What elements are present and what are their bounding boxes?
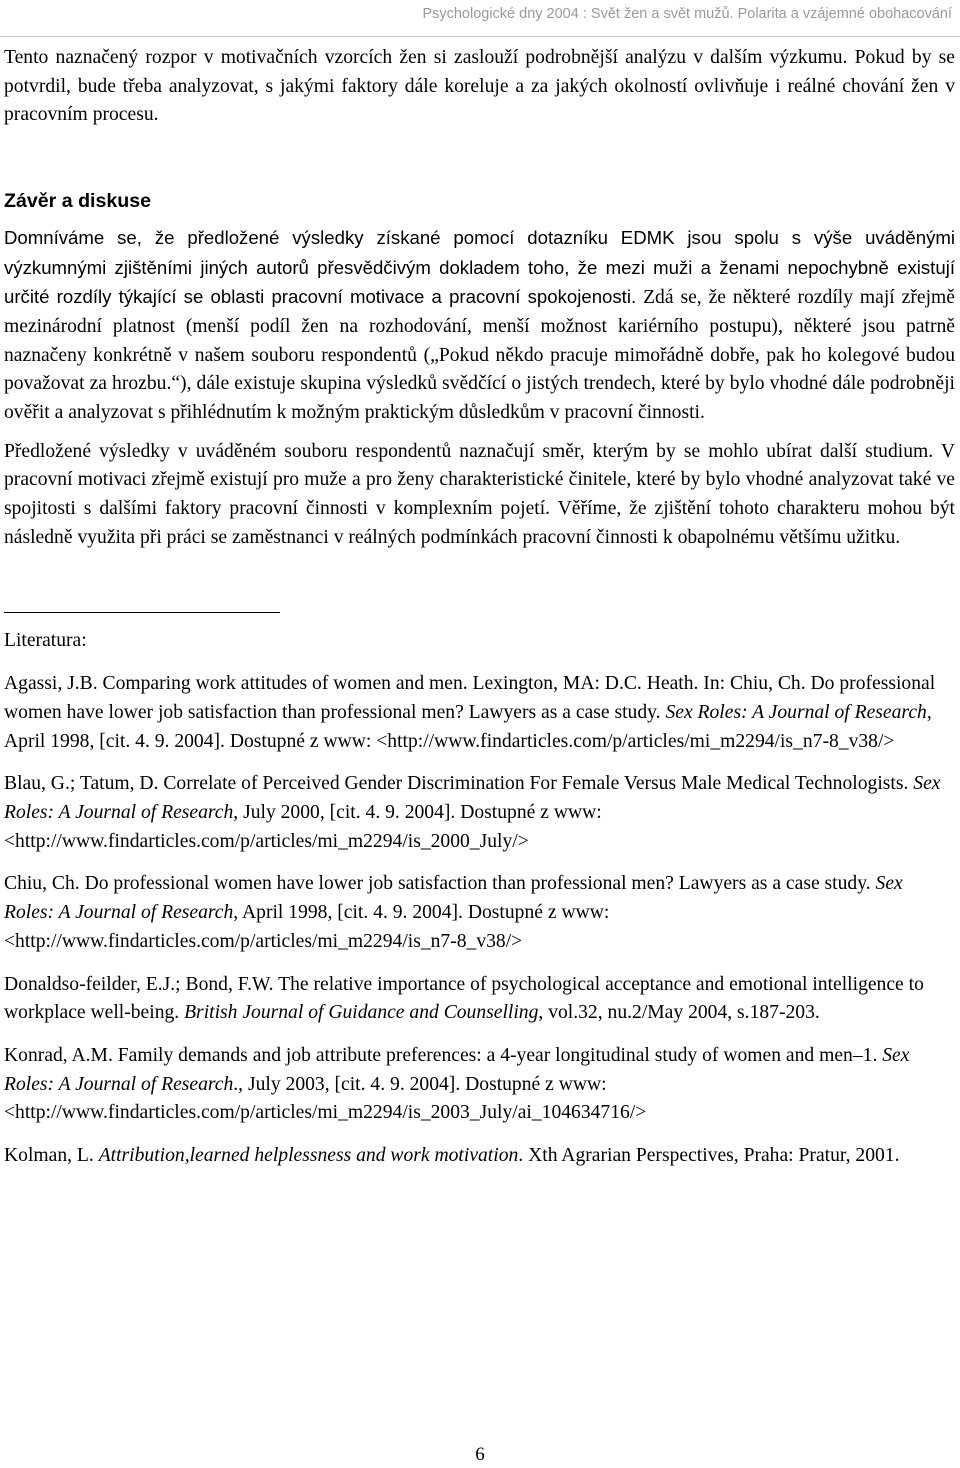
reference-text: Konrad, A.M. Family demands and job attribute preferences: a 4-year longitudinal study of women and men–1. <box>4 1044 883 1066</box>
reference-text: , April 1998, [cit. 4. 9. 2004]. Dostupné z www: <http://www.findarticles.com/p/articles/mi_m2294/is_n7-8_v38/> <box>4 701 932 752</box>
running-header <box>0 0 960 28</box>
reference-item <box>4 1042 955 1128</box>
reference-journal: Sex Roles: A Journal of Research <box>4 1044 910 1095</box>
reference-text: Blau, G.; Tatum, D. Correlate of Perceived Gender Discrimination For Female Versus Male Medical Technologists. <box>4 773 914 795</box>
reference-text: Chiu, Ch. Do professional women have lower job satisfaction than professional men? Lawyers as a case study. <box>4 873 876 895</box>
reference-item <box>4 971 955 1028</box>
reference-journal: British Journal of Guidance and Counselling <box>184 1002 539 1024</box>
reference-text: Agassi, J.B. Comparing work attitudes of women and men. Lexington, MA: D.C. Heath. In: Chiu, Ch. Do professional women have lower job satisfaction than professional men? Lawyers as a case study. <box>4 673 936 723</box>
reference-item <box>4 670 955 756</box>
section-heading-conclusion: Závěr a diskuse <box>4 190 152 213</box>
reference-journal: Sex Roles: A Journal of Research <box>4 773 941 824</box>
reference-journal: Sex Roles: A Journal of Research <box>4 873 903 924</box>
reference-list <box>4 670 955 1171</box>
conclusion-paragraph-1 <box>4 224 955 428</box>
reference-text: , vol.32, nu.2/May 2004, s.187-203. <box>538 1002 820 1024</box>
reference-text: Donaldso-feilder, E.J.; Bond, F.W. The relative importance of psychological acceptance and emotional intelligence to workplace well-being. <box>4 973 924 1024</box>
section-divider <box>4 612 280 613</box>
page-content <box>4 44 955 1184</box>
reference-journal: Sex Roles: A Journal of Research <box>665 701 927 723</box>
conclusion-paragraph-1-serif: Zdá se, že některé rozdíly mají zřejmě mezinárodní platnost (menší podíl žen na rozhodování, menší možnost kariérního postupu), některé jsou patrně naznačeny konkrétně v našem souboru respondentů („Pokud někdo pracuje mimořádně dobře, pak ho kolegové budou považovat za hrozbu.“), dále existuje skupina výsledků svědčící o jistých trendech, které by bylo vhodné dále podrobněji ověřit a analyzovat s přihlédnutím k možným praktickým důsledkům v pracovní činnosti. <box>4 287 955 424</box>
reference-item <box>4 870 955 956</box>
reference-text: , July 2000, [cit. 4. 9. 2004]. Dostupné z www: <http://www.findarticles.com/p/articles/mi_m2294/is_2000_July/> <box>4 802 602 852</box>
conclusion-paragraph-1-sans: Domníváme se, že předložené výsledky získané pomocí dotazníku EDMK jsou spolu s výše uváděnými výzkumnými zjištěními jiných autorů přesvědčivým dokladem toho, že mezi muži a ženami nepochybně existují určité rozdíly týkající se oblasti pracovní motivace a pracovní spokojenosti. <box>4 226 955 308</box>
conclusion-paragraph-2: Předložené výsledky v uváděném souboru respondentů naznačují směr, kterým by se mohlo ubírat další studium. V pracovní motivaci zřejmě existují pro muže a pro ženy charakteristické činitele, které by bylo vhodné analyzovat také ve spojitosti s dalšími faktory pracovní činnosti v komplexním pojetí. Věříme, že zjištění tohoto charakteru mohou být následně využita při práci se zaměstnanci v reálných podmínkách pracovní činnosti k obapolnému většímu užitku. <box>4 440 955 548</box>
reference-journal: Attribution,learned helplessness and work motivation <box>98 1145 519 1167</box>
reference-text: Kolman, L. <box>4 1145 99 1167</box>
reference-item <box>4 1142 955 1171</box>
intro-paragraph: Tento naznačený rozpor v motivačních vzorcích žen si zaslouží podrobnější analýzu v dalším výzkumu. Pokud by se potvrdil, bude třeba analyzovat, s jakými faktory dále koreluje a za jakých okolností ovlivňuje i reálné chování žen v pracovním procesu. <box>4 47 955 126</box>
section-heading-literature: Literatura: <box>4 629 87 651</box>
reference-text: . Xth Agrarian Perspectives, Praha: Pratur, 2001. <box>518 1145 900 1167</box>
reference-text: ., July 2003, [cit. 4. 9. 2004]. Dostupné z www: <http://www.findarticles.com/p/articles/mi_m2294/is_2003_July/ai_104634716/> <box>4 1073 647 1124</box>
reference-item <box>4 770 955 856</box>
reference-text: , April 1998, [cit. 4. 9. 2004]. Dostupné z www: <http://www.findarticles.com/p/articles/mi_m2294/is_n7-8_v38/> <box>4 902 610 952</box>
header-divider <box>0 36 960 37</box>
running-header-title: Psychologické dny 2004 : Svět žen a svět mužů. Polarita a vzájemné obohacování <box>422 6 952 22</box>
page-number: 6 <box>475 1444 485 1465</box>
